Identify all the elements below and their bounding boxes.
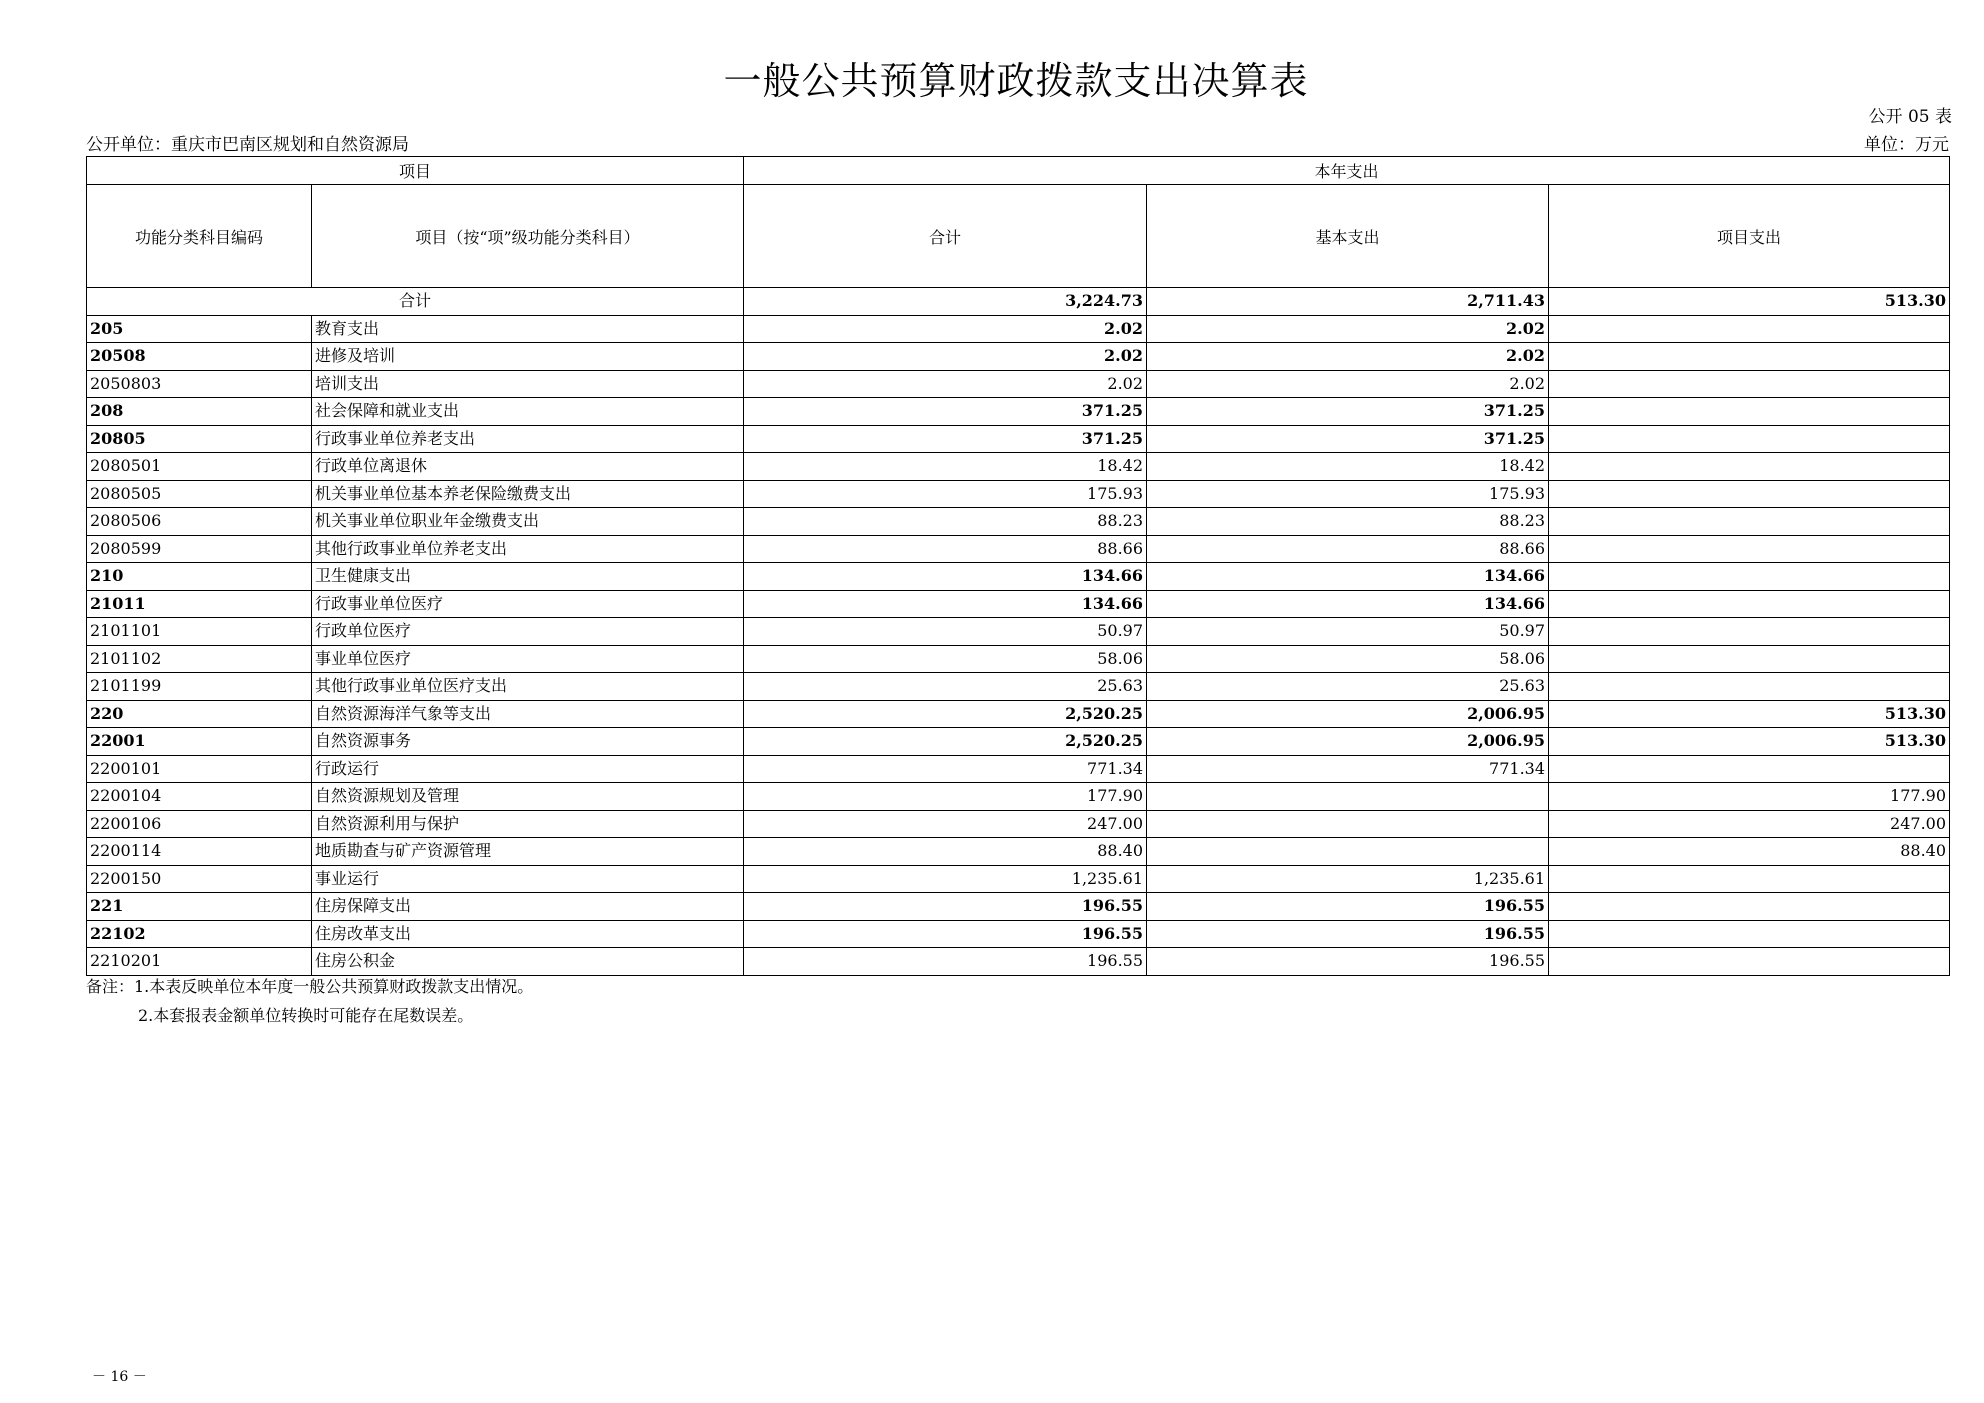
row-total: 196.55 — [744, 948, 1147, 976]
row-name: 住房改革支出 — [312, 920, 744, 948]
row-project: 247.00 — [1549, 810, 1950, 838]
row-name: 卫生健康支出 — [312, 563, 744, 591]
row-total: 25.63 — [744, 673, 1147, 701]
row-total: 18.42 — [744, 453, 1147, 481]
table-row — [87, 865, 1950, 893]
table-row — [87, 728, 1950, 756]
row-code: 2080501 — [87, 453, 312, 481]
reporting-unit-label: 公开单位： — [86, 135, 171, 155]
row-code: 2080599 — [87, 535, 312, 563]
row-code: 20508 — [87, 343, 312, 371]
row-code: 22001 — [87, 728, 312, 756]
table-row — [87, 700, 1950, 728]
row-name: 社会保障和就业支出 — [312, 398, 744, 426]
row-basic: 58.06 — [1147, 645, 1549, 673]
total-row — [87, 288, 1950, 316]
total-amount: 3,224.73 — [744, 288, 1147, 316]
row-basic: 1,235.61 — [1147, 865, 1549, 893]
table-row — [87, 453, 1950, 481]
row-total: 2,520.25 — [744, 728, 1147, 756]
reporting-unit-name: 重庆市巴南区规划和自然资源局 — [171, 135, 409, 155]
row-total: 134.66 — [744, 563, 1147, 591]
row-project — [1549, 535, 1950, 563]
row-name: 行政事业单位医疗 — [312, 590, 744, 618]
row-total: 196.55 — [744, 920, 1147, 948]
row-project: 177.90 — [1549, 783, 1950, 811]
row-project — [1549, 398, 1950, 426]
row-name: 事业单位医疗 — [312, 645, 744, 673]
unit-info-row — [86, 130, 1949, 154]
budget-table — [86, 156, 1950, 976]
row-total: 1,235.61 — [744, 865, 1147, 893]
row-code: 2101101 — [87, 618, 312, 646]
row-basic: 2.02 — [1147, 370, 1549, 398]
table-row — [87, 315, 1950, 343]
row-code: 21011 — [87, 590, 312, 618]
row-total: 371.25 — [744, 398, 1147, 426]
row-total: 88.40 — [744, 838, 1147, 866]
page-number: － 16 － — [92, 1369, 147, 1385]
row-code: 2050803 — [87, 370, 312, 398]
table-row — [87, 755, 1950, 783]
table-row — [87, 783, 1950, 811]
row-name: 自然资源海洋气象等支出 — [312, 700, 744, 728]
table-row — [87, 618, 1950, 646]
row-code: 2080506 — [87, 508, 312, 536]
row-code: 220 — [87, 700, 312, 728]
row-total: 88.66 — [744, 535, 1147, 563]
table-row — [87, 508, 1950, 536]
row-code: 20805 — [87, 425, 312, 453]
row-name: 行政事业单位养老支出 — [312, 425, 744, 453]
row-name: 事业运行 — [312, 865, 744, 893]
row-name: 地质勘查与矿产资源管理 — [312, 838, 744, 866]
row-total: 247.00 — [744, 810, 1147, 838]
row-total: 177.90 — [744, 783, 1147, 811]
table-row — [87, 590, 1950, 618]
row-project — [1549, 453, 1950, 481]
row-project — [1549, 425, 1950, 453]
row-total: 134.66 — [744, 590, 1147, 618]
row-name: 自然资源事务 — [312, 728, 744, 756]
note-1: 备注：1.本表反映单位本年度一般公共预算财政拨款支出情况。 — [86, 977, 534, 996]
row-project — [1549, 920, 1950, 948]
reporting-unit — [86, 130, 409, 155]
row-basic: 371.25 — [1147, 425, 1549, 453]
table-row — [87, 673, 1950, 701]
table-row — [87, 425, 1950, 453]
row-total: 58.06 — [744, 645, 1147, 673]
row-basic: 2,006.95 — [1147, 728, 1549, 756]
row-project — [1549, 343, 1950, 371]
row-code: 22102 — [87, 920, 312, 948]
page-title: 一般公共预算财政拨款支出决算表 — [723, 59, 1309, 103]
row-project — [1549, 590, 1950, 618]
table-row — [87, 535, 1950, 563]
row-project: 513.30 — [1549, 700, 1950, 728]
row-total: 2,520.25 — [744, 700, 1147, 728]
row-project — [1549, 645, 1950, 673]
row-name: 其他行政事业单位医疗支出 — [312, 673, 744, 701]
row-basic — [1147, 783, 1549, 811]
row-project — [1549, 480, 1950, 508]
table-row — [87, 343, 1950, 371]
total-basic: 2,711.43 — [1147, 288, 1549, 316]
row-project — [1549, 563, 1950, 591]
header-code: 功能分类科目编码 — [87, 185, 312, 288]
row-project — [1549, 755, 1950, 783]
row-basic: 50.97 — [1147, 618, 1549, 646]
table-row — [87, 398, 1950, 426]
row-total: 196.55 — [744, 893, 1147, 921]
row-code: 221 — [87, 893, 312, 921]
table-row — [87, 810, 1950, 838]
row-project — [1549, 893, 1950, 921]
row-basic: 2.02 — [1147, 315, 1549, 343]
notes — [86, 972, 533, 1030]
table-row — [87, 893, 1950, 921]
row-project — [1549, 865, 1950, 893]
row-total: 2.02 — [744, 343, 1147, 371]
row-code: 210 — [87, 563, 312, 591]
row-name: 机关事业单位职业年金缴费支出 — [312, 508, 744, 536]
row-code: 2200114 — [87, 838, 312, 866]
row-project — [1549, 948, 1950, 976]
row-basic: 175.93 — [1147, 480, 1549, 508]
row-name: 行政运行 — [312, 755, 744, 783]
row-basic: 134.66 — [1147, 563, 1549, 591]
row-total: 371.25 — [744, 425, 1147, 453]
row-name: 其他行政事业单位养老支出 — [312, 535, 744, 563]
row-name: 行政单位离退休 — [312, 453, 744, 481]
row-code: 2200104 — [87, 783, 312, 811]
row-code: 205 — [87, 315, 312, 343]
total-label: 合计 — [87, 288, 744, 316]
header-project: 项目 — [87, 157, 744, 185]
row-basic — [1147, 810, 1549, 838]
row-basic — [1147, 838, 1549, 866]
table-row — [87, 838, 1950, 866]
row-code: 2101199 — [87, 673, 312, 701]
row-basic: 88.23 — [1147, 508, 1549, 536]
header-current-year: 本年支出 — [744, 157, 1950, 185]
header-row-1 — [87, 157, 1950, 185]
row-name: 培训支出 — [312, 370, 744, 398]
row-code: 2101102 — [87, 645, 312, 673]
row-project — [1549, 370, 1950, 398]
table-row — [87, 645, 1950, 673]
currency-unit: 单位：万元 — [1864, 135, 1949, 155]
header-name: 项目（按“项”级功能分类科目） — [312, 185, 744, 288]
table-row — [87, 563, 1950, 591]
row-basic: 2.02 — [1147, 343, 1549, 371]
row-basic: 196.55 — [1147, 893, 1549, 921]
row-basic: 18.42 — [1147, 453, 1549, 481]
row-code: 2200150 — [87, 865, 312, 893]
row-total: 175.93 — [744, 480, 1147, 508]
row-name: 教育支出 — [312, 315, 744, 343]
header-basic: 基本支出 — [1147, 185, 1549, 288]
header-project-expense: 项目支出 — [1549, 185, 1950, 288]
row-basic: 771.34 — [1147, 755, 1549, 783]
row-basic: 88.66 — [1147, 535, 1549, 563]
table-row — [87, 948, 1950, 976]
row-name: 自然资源规划及管理 — [312, 783, 744, 811]
header-total: 合计 — [744, 185, 1147, 288]
row-name: 自然资源利用与保护 — [312, 810, 744, 838]
row-basic: 2,006.95 — [1147, 700, 1549, 728]
row-name: 行政单位医疗 — [312, 618, 744, 646]
row-name: 进修及培训 — [312, 343, 744, 371]
row-project — [1549, 618, 1950, 646]
header-row-2 — [87, 185, 1950, 288]
row-project: 88.40 — [1549, 838, 1950, 866]
form-number: 公开 05 表 — [1868, 107, 1952, 127]
row-code: 2080505 — [87, 480, 312, 508]
row-name: 住房保障支出 — [312, 893, 744, 921]
row-code: 2200106 — [87, 810, 312, 838]
row-code: 2210201 — [87, 948, 312, 976]
row-project — [1549, 673, 1950, 701]
row-project: 513.30 — [1549, 728, 1950, 756]
row-basic: 196.55 — [1147, 920, 1549, 948]
row-name: 住房公积金 — [312, 948, 744, 976]
row-basic: 196.55 — [1147, 948, 1549, 976]
table-row — [87, 480, 1950, 508]
row-code: 208 — [87, 398, 312, 426]
table-row — [87, 370, 1950, 398]
row-basic: 134.66 — [1147, 590, 1549, 618]
row-total: 88.23 — [744, 508, 1147, 536]
row-project — [1549, 315, 1950, 343]
row-code: 2200101 — [87, 755, 312, 783]
row-total: 771.34 — [744, 755, 1147, 783]
row-total: 50.97 — [744, 618, 1147, 646]
row-total: 2.02 — [744, 315, 1147, 343]
row-basic: 371.25 — [1147, 398, 1549, 426]
total-project: 513.30 — [1549, 288, 1950, 316]
table-row — [87, 920, 1950, 948]
row-project — [1549, 508, 1950, 536]
row-name: 机关事业单位基本养老保险缴费支出 — [312, 480, 744, 508]
row-basic: 25.63 — [1147, 673, 1549, 701]
note-2: 2.本套报表金额单位转换时可能存在尾数误差。 — [138, 1006, 474, 1025]
row-total: 2.02 — [744, 370, 1147, 398]
